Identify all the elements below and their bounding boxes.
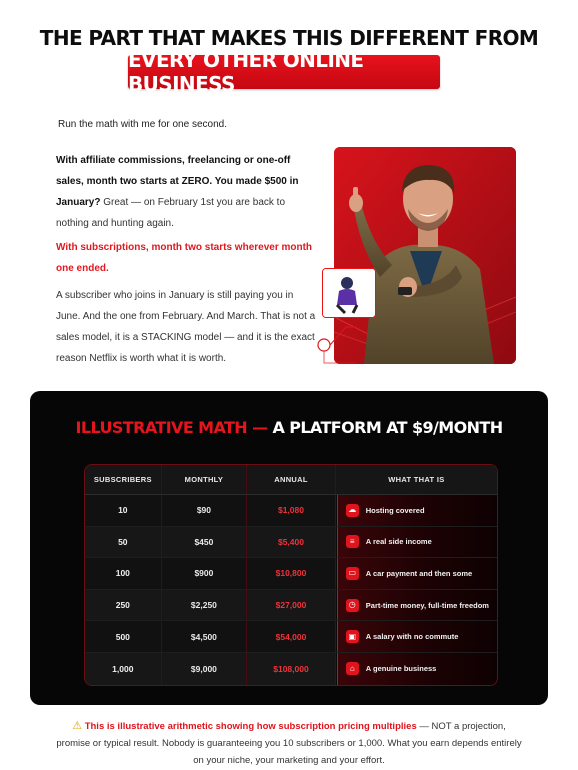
- cell-what: [336, 495, 497, 526]
- cell-what: [336, 653, 497, 685]
- cell-what: [336, 558, 497, 589]
- cell-what-label: Part-time money, full-time freedom: [365, 600, 489, 610]
- cell-what-label: A car payment and then some: [365, 568, 473, 578]
- subscriptions-highlight: With subscriptions, month two starts wherever month one ended.: [56, 242, 313, 274]
- warning-icon: ⚠: [72, 720, 83, 732]
- cell-monthly: $450: [162, 527, 248, 558]
- panel-title-red: ILLUSTRATIVE MATH —: [75, 418, 268, 437]
- cell-annual: $5,400: [247, 527, 336, 558]
- car-icon: ▭: [346, 567, 359, 580]
- math-panel: [30, 391, 548, 705]
- coins-icon: ≡: [346, 535, 359, 548]
- panel-title-white: A PLATFORM AT $9/MONTH: [272, 418, 503, 437]
- intro-text: Run the math with me for one second.: [58, 119, 227, 130]
- header-annual: ANNUAL: [247, 465, 336, 494]
- disclaimer-bold: This is illustrative arithmetic showing how subscription pricing multiplies: [84, 721, 417, 732]
- cell-subscribers: 500: [85, 621, 162, 652]
- table-body: [85, 495, 497, 685]
- table-row: [85, 558, 497, 590]
- headline-line-1: THE PART THAT MAKES THIS DIFFERENT FROM: [39, 26, 539, 50]
- cell-annual: $27,000: [247, 590, 336, 621]
- cloud-icon: ☁: [346, 504, 359, 517]
- cell-what-label: Hosting covered: [365, 505, 425, 515]
- disclaimer: [54, 718, 524, 769]
- table-row: [85, 653, 497, 685]
- cell-what-label: A salary with no commute: [365, 632, 459, 642]
- cell-monthly: $2,250: [162, 590, 248, 621]
- header-what: WHAT THAT IS: [388, 475, 445, 484]
- store-icon: ⌂: [346, 662, 359, 675]
- cell-what: [336, 527, 497, 558]
- hero-photo: [334, 147, 516, 364]
- cell-what-label: A real side income: [365, 537, 432, 547]
- table-row: [85, 495, 497, 527]
- table-row: [85, 527, 497, 559]
- cell-subscribers: 100: [85, 558, 162, 589]
- headline-badge: EVERY OTHER ONLINE BUSINESS: [128, 55, 440, 89]
- cell-what: [336, 621, 497, 652]
- cell-what: [336, 590, 497, 621]
- cell-what-label: A genuine business: [365, 664, 437, 674]
- table-row: [85, 590, 497, 622]
- cell-annual: $108,000: [247, 653, 336, 685]
- table-row: [85, 621, 497, 653]
- table-header: [85, 465, 497, 495]
- stacking-paragraph: A subscriber who joins in January is still paying you in June. And the one from February. And March. That is not a sales model, it is a STACKING model — and it is the exact reason Netflix is worth what it is worth.: [56, 290, 316, 364]
- decorative-lines: [316, 305, 356, 365]
- cell-annual: $54,000: [247, 621, 336, 652]
- cell-subscribers: 50: [85, 527, 162, 558]
- panel-title: [30, 418, 548, 437]
- clock-icon: ◷: [346, 599, 359, 612]
- cell-annual: $10,800: [247, 558, 336, 589]
- header-monthly: MONTHLY: [162, 465, 248, 494]
- cell-annual: $1,080: [247, 495, 336, 526]
- cell-subscribers: 1,000: [85, 653, 162, 685]
- cell-monthly: $4,500: [162, 621, 248, 652]
- briefcase-icon: ▣: [346, 630, 359, 643]
- cell-subscribers: 250: [85, 590, 162, 621]
- cell-monthly: $90: [162, 495, 248, 526]
- cell-subscribers: 10: [85, 495, 162, 526]
- header-subscribers: SUBSCRIBERS: [85, 465, 162, 494]
- affiliate-paragraph-bold: With affiliate commissions, freelancing or one-off sales, month two starts at ZERO. You made $500 in January?: [56, 155, 299, 208]
- math-table: [84, 464, 498, 686]
- disclaimer-rest: — NOT a projection, promise or typical result. Nobody is guaranteeing you 10 subscribers or 1,000. What you earn depends entirely on your niche, your marketing and your effort.: [56, 721, 522, 766]
- affiliate-paragraph: [56, 150, 316, 234]
- affiliate-paragraph-rest: Great — on February 1st you are back to nothing and hunting again.: [56, 197, 286, 229]
- cell-monthly: $900: [162, 558, 248, 589]
- cell-monthly: $9,000: [162, 653, 248, 685]
